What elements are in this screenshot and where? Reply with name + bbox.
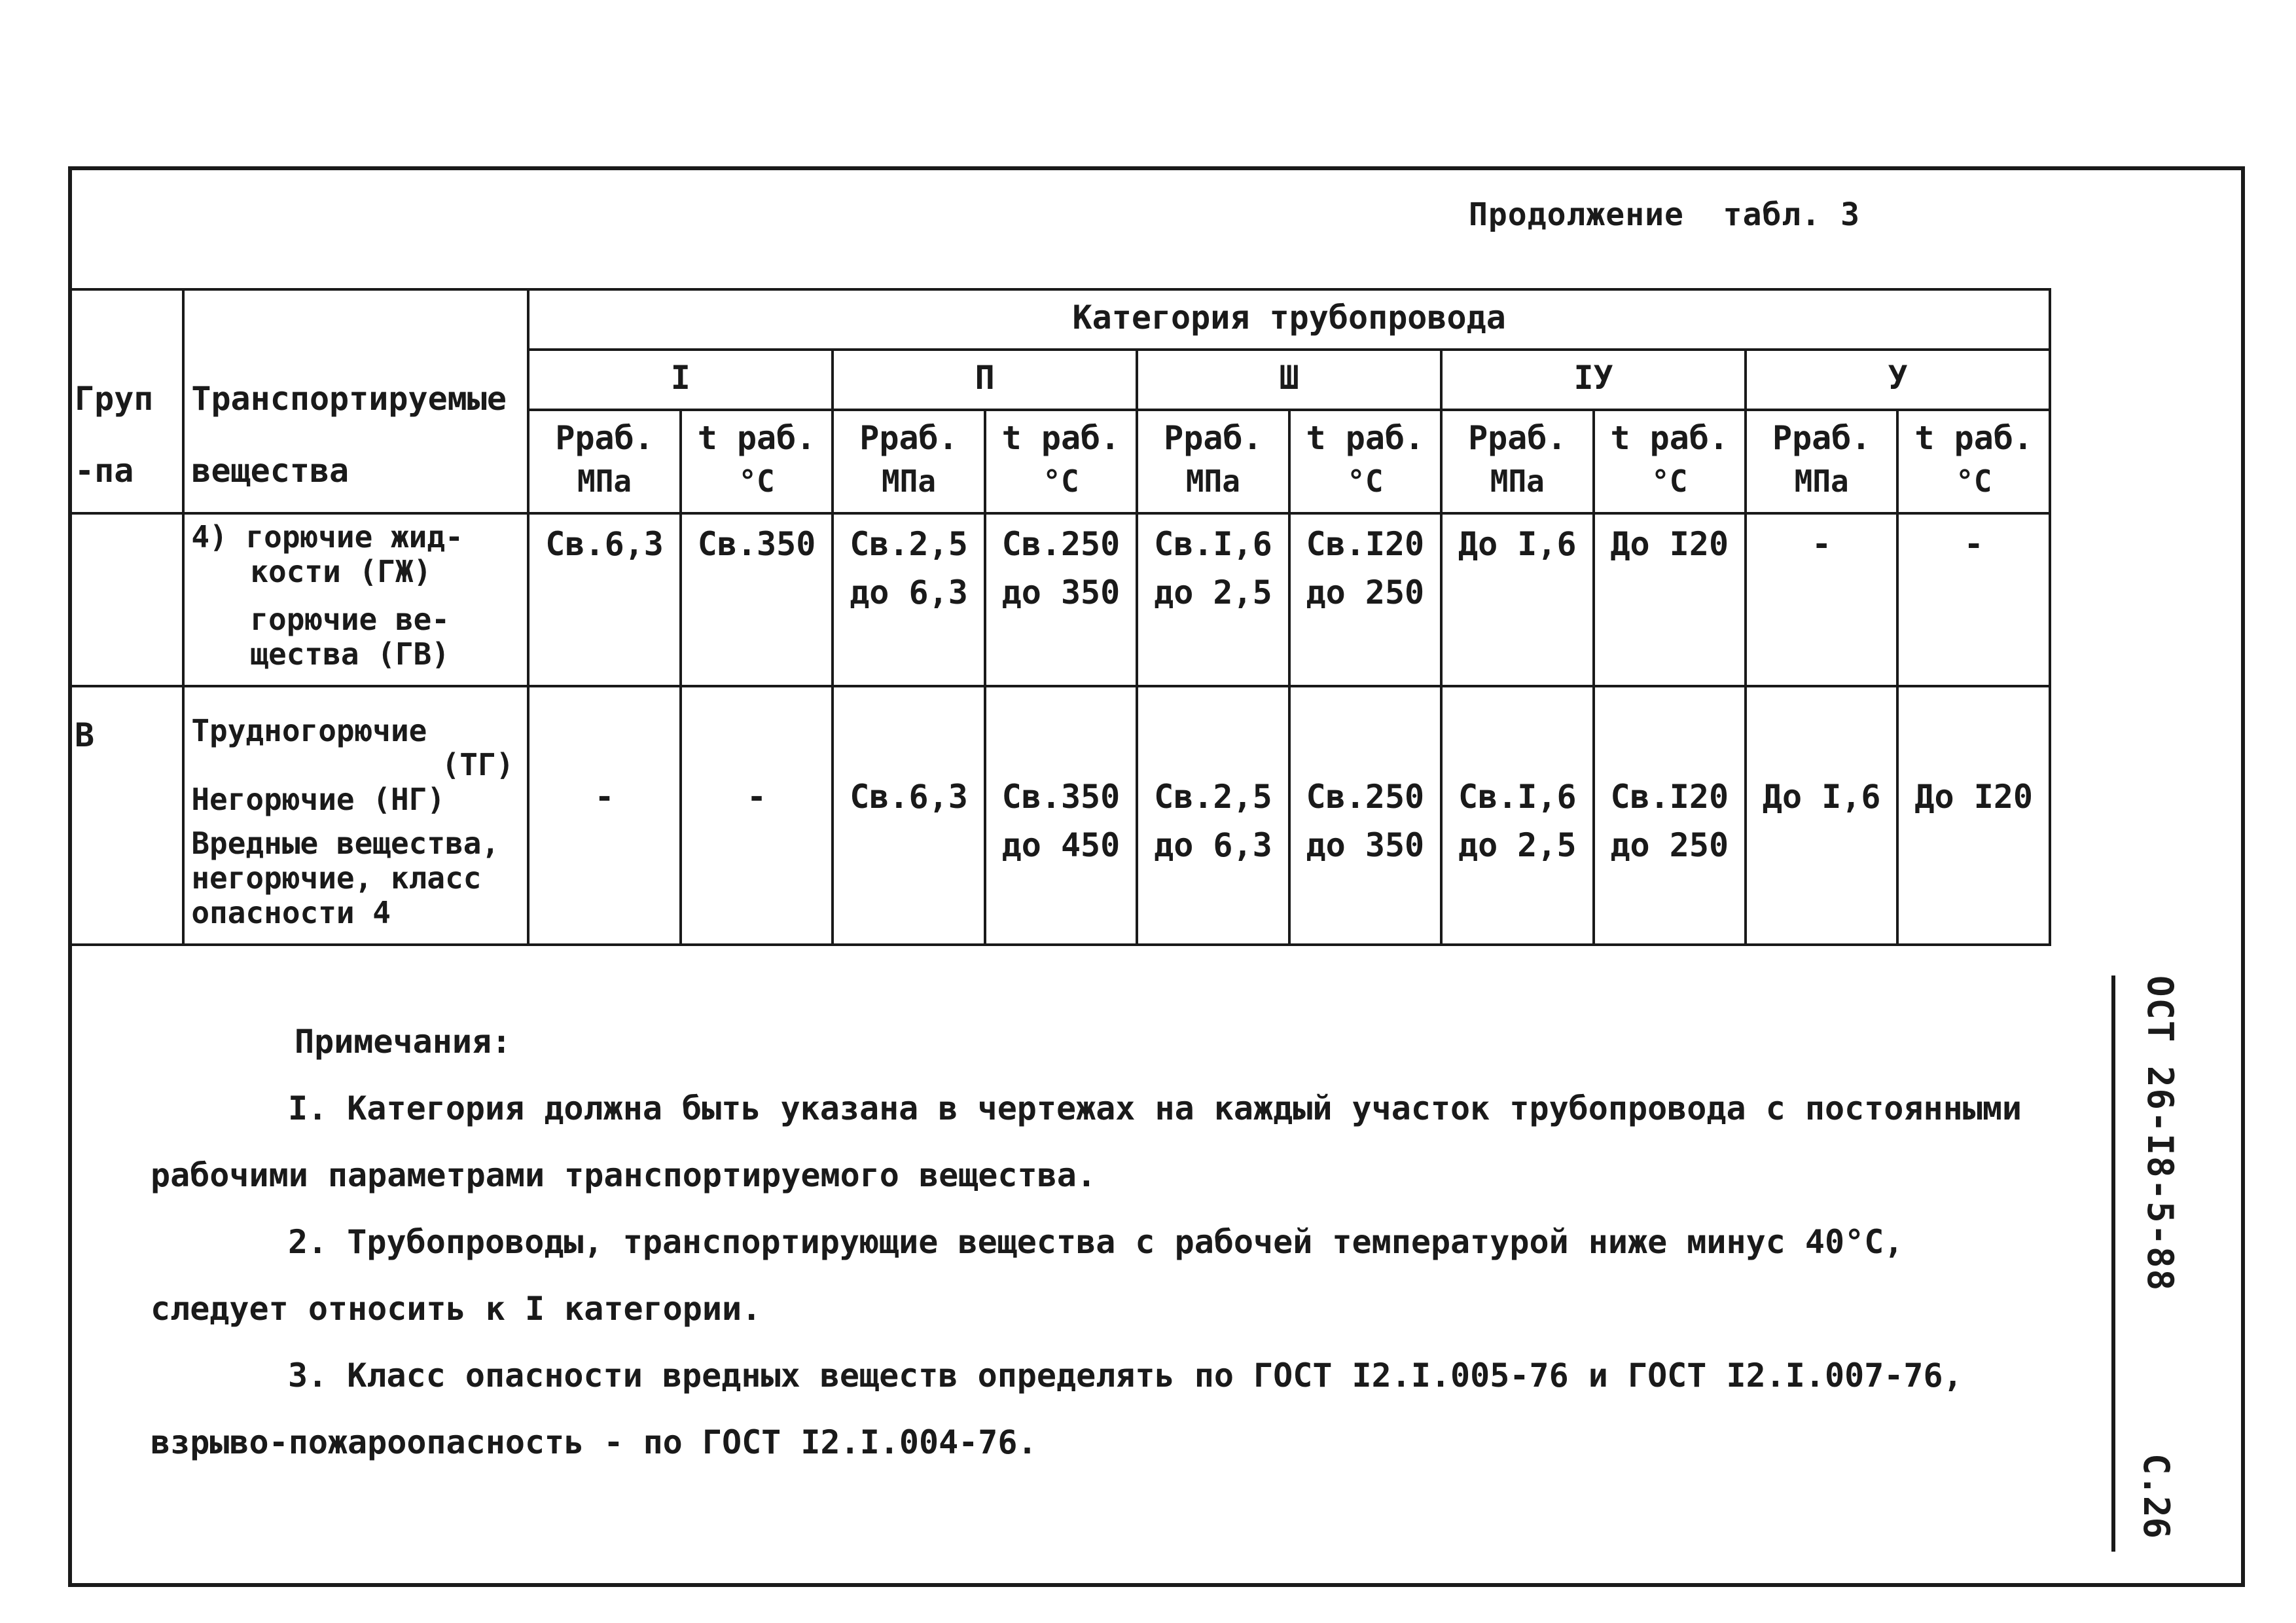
row-group: [68, 686, 183, 945]
cell-value: До I20: [1914, 777, 2034, 816]
temperature-label: t раб.: [1306, 419, 1425, 458]
cell-value: до 2,5: [1154, 574, 1272, 611]
header-row-category: [68, 289, 2050, 350]
pressure-label: Рраб.: [859, 419, 958, 458]
row-group-label: В: [75, 716, 95, 754]
table-cell: [528, 513, 680, 686]
category-5: [1746, 350, 2050, 410]
cell-value: до 2,5: [1458, 826, 1577, 864]
temperature-label: t раб.: [1001, 419, 1121, 458]
substance-line: 4) горючие жид-: [191, 519, 463, 555]
notes-title: Примечания:: [295, 1023, 512, 1061]
category-2: [833, 350, 1137, 410]
table-cell: [681, 513, 833, 686]
table-cell: [1594, 513, 1746, 686]
cell-value: -: [594, 777, 615, 816]
cell-value: до 6,3: [1154, 826, 1272, 864]
substance-line: щества (ГВ): [250, 636, 450, 672]
substance-line: опасности 4: [191, 895, 391, 931]
table-cell: [1594, 686, 1746, 945]
table-cell: [985, 513, 1137, 686]
cell-value: до 350: [1001, 574, 1121, 611]
pressure-unit: МПа: [577, 463, 632, 499]
header-group-label: Груп-па: [75, 380, 154, 490]
cell-value: До I,6: [1458, 525, 1577, 563]
pressure-label: Рраб.: [555, 419, 654, 458]
temperature-unit: °C: [1043, 463, 1079, 499]
table-cell: [1137, 513, 1289, 686]
substance-line: Трудногорючие: [191, 712, 427, 748]
header-pressure-1: [528, 410, 680, 513]
pipeline-category-table: [68, 288, 2051, 946]
table-cell: [833, 513, 984, 686]
cell-value: Св.6,3: [850, 777, 968, 816]
temperature-unit: °C: [1347, 463, 1384, 499]
header-temperature-3: [1289, 410, 1441, 513]
header-pressure-5: [1746, 410, 1897, 513]
document-code-label: ОСТ 26-I8-5-88: [2140, 976, 2181, 1292]
header-pressure-2: [833, 410, 984, 513]
cell-value: до 6,3: [850, 574, 968, 611]
header-pressure-4: [1441, 410, 1593, 513]
cell-value: Св.I20: [1610, 777, 1729, 816]
temperature-label: t раб.: [1914, 419, 2034, 458]
category-4: [1441, 350, 1746, 410]
pressure-label: Рраб.: [1772, 419, 1871, 458]
cell-value: До I,6: [1762, 777, 1881, 816]
cell-value: Св.350: [1001, 777, 1121, 816]
header-temperature-2: [985, 410, 1137, 513]
temperature-unit: °C: [738, 463, 775, 499]
cell-value: Св.2,5: [850, 525, 968, 563]
substance-line: негорючие, класс: [191, 860, 482, 896]
table-cell: [1897, 686, 2050, 945]
row-group: [68, 513, 183, 686]
note-item-2: 2. Трубопроводы, транспортирующие вещества с рабочей температурой ниже минус 40°С, следует относить к I категории.: [151, 1223, 1904, 1328]
table-cell: [1746, 513, 1897, 686]
table-cell: [1897, 513, 2050, 686]
category-5-label: У: [1888, 359, 1908, 397]
page-number: [2111, 1453, 2177, 1552]
cell-value: до 250: [1610, 826, 1729, 864]
table-cell: [985, 686, 1137, 945]
table-cell: [528, 686, 680, 945]
category-1-label: I: [670, 359, 691, 397]
pressure-unit: МПа: [881, 463, 937, 499]
cell-value: Св.I,6: [1458, 777, 1577, 816]
cell-value: -: [1812, 525, 1832, 563]
category-4-label: IУ: [1573, 359, 1613, 397]
category-3-label: Ш: [1279, 359, 1299, 397]
pressure-label: Рраб.: [1164, 419, 1263, 458]
cell-value: До I20: [1610, 525, 1729, 563]
cell-value: Св.250: [1306, 777, 1425, 816]
temperature-unit: °C: [1651, 463, 1688, 499]
header-temperature-1: [681, 410, 833, 513]
pressure-unit: МПа: [1185, 463, 1240, 499]
temperature-label: t раб.: [1610, 419, 1729, 458]
header-category-label: Категория трубопровода: [1072, 299, 1506, 337]
header-temperature-5: [1897, 410, 2050, 513]
table-row-combustible: [68, 513, 2050, 686]
cell-value: -: [747, 777, 767, 816]
substance-line: Негорючие (НГ): [191, 782, 446, 818]
cell-value: Св.350: [697, 525, 816, 563]
header-substances: [183, 289, 528, 513]
continuation-label: Продолжение табл. 3: [1469, 196, 1860, 233]
substance-line: кости (ГЖ): [250, 553, 432, 589]
table-cell: [1137, 686, 1289, 945]
pressure-unit: МПа: [1794, 463, 1849, 499]
table-cell: [1746, 686, 1897, 945]
cell-value: -: [1964, 525, 1984, 563]
notes-block: [151, 1008, 2049, 1476]
table-cell: [1441, 686, 1593, 945]
substance-line: Вредные вещества,: [191, 826, 500, 862]
cell-value: Св.2,5: [1154, 777, 1272, 816]
header-category: [528, 289, 2050, 350]
pressure-label: Рраб.: [1468, 419, 1567, 458]
table-cell: [833, 686, 984, 945]
note-item-1: I. Категория должна быть указана в чертежах на каждый участок трубопровода с постоянными рабочими параметрами транспортируемого вещества.: [151, 1089, 2022, 1194]
header-group: [68, 289, 183, 513]
header-pressure-3: [1137, 410, 1289, 513]
substance-line: горючие ве-: [250, 601, 450, 637]
row-substance: [183, 686, 528, 945]
temperature-label: t раб.: [697, 419, 816, 458]
category-1: [528, 350, 833, 410]
cell-value: Св.I,6: [1154, 525, 1272, 563]
table-cell: [1289, 513, 1441, 686]
page-number-label: С.26: [2136, 1453, 2177, 1539]
cell-value: до 350: [1306, 826, 1425, 864]
temperature-unit: °C: [1956, 463, 1992, 499]
note-item-3: 3. Класс опасности вредных веществ определять по ГОСТ I2.I.005-76 и ГОСТ I2.I.007-76, взрыво-пожароопасность - по ГОСТ I2.I.004-76.: [151, 1357, 1963, 1461]
table-cell: [1441, 513, 1593, 686]
table-cell: [681, 686, 833, 945]
header-temperature-4: [1594, 410, 1746, 513]
category-3: [1137, 350, 1441, 410]
header-substances-label: Транспортируемые вещества: [191, 380, 507, 490]
category-2-label: П: [975, 359, 995, 397]
substance-line: (ТГ): [441, 747, 514, 783]
cell-value: до 450: [1001, 826, 1121, 864]
cell-value: Св.I20: [1306, 525, 1425, 563]
table-cell: [1289, 686, 1441, 945]
row-substance: [183, 513, 528, 686]
pressure-unit: МПа: [1490, 463, 1545, 499]
cell-value: Св.250: [1001, 525, 1121, 563]
cell-value: до 250: [1306, 574, 1425, 611]
cell-value: Св.6,3: [545, 525, 664, 563]
table-row-group-b: [68, 686, 2050, 945]
